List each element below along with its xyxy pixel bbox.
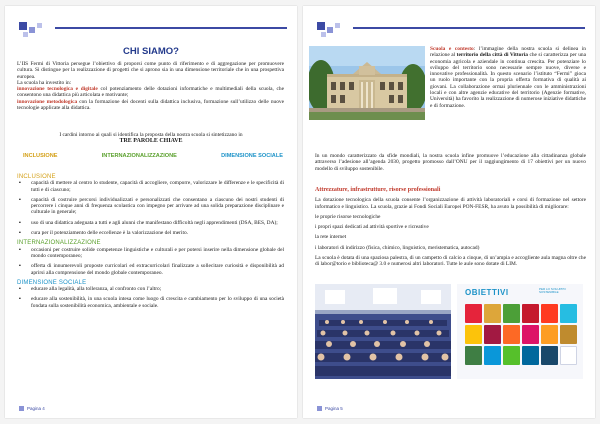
agenda-paragraph: In un mondo caratterizzato da sfide mondiali, la nostra scuola infine promuove l’educazione alla cittadinanza globale attraverso l’adesione all’agenda 2030, progetto promosso dall’ONU per il raggiungimento di 17 obiettivi per un nuovo modello di sviluppo sostenibile. [315,153,586,172]
three-keywords-label: TRE PAROLE CHIAVE [119,138,183,145]
decorative-squares-icon [19,22,63,40]
context-highlight: Scuola e contesto [430,46,474,52]
improvement-item: le proprie risorse tecnologiche [315,213,381,220]
keyword-dimensione-sociale: DIMENSIONE SOCIALE [221,153,283,159]
sdg-goal-tile [465,325,482,344]
sections [17,174,284,313]
list-item: ▪ capacità di costruire percorsi individualizzati e personalizzati che consentano a ciascuno dei nostri studenti di percorrere i cinque anni di frequenza scolastica con impegno per arrivare ad una solida preparazione disciplinare e culturale in generale; [17,197,284,216]
sdg-goal-tile [484,304,501,323]
page-marker-icon [19,406,24,411]
section-heading-inclusione: INCLUSIONE [17,174,56,180]
improvement-item: i laboratori di indirizzo (fisica, chimico, linguistico, meristematica, autocad) [315,244,480,251]
sdg-goal-tile [541,304,558,323]
sdg-goal-tile [503,325,520,344]
sdg-goals-grid [465,304,577,365]
sdg-goal-tile [560,346,577,365]
intro-paragraph: L’IIS Fermi di Vittoria persegue l’obiettivo di proporsi come punto di riferimento e di aggregazione per promuovere cultura. Si distingue per la realizzazione di progetti che si aprono sia in una dimensione territoriale che in una prospettiva europea. [17,61,284,80]
school-building-photo [309,46,425,120]
sdg-goal-tile [484,346,501,365]
improvement-item: i propri spazi dedicati ad attività sportive e ricreative [315,224,429,231]
sdg-goal-tile [503,346,520,365]
list-item: ▪ educare alla sostenibilità, in una scuola intesa come luogo di crescita e cambiamento per lo sviluppo di una società fondata sulla sostenibilità economica, ambientale e sociale. [17,296,284,309]
sdg-goal-tile [541,325,558,344]
page-number [19,406,45,411]
left-page [5,6,297,418]
auditorium-illustration [315,284,451,379]
equipment-section [315,187,586,268]
intro-text [17,61,284,111]
page-number-label: Pagina 5 [325,405,343,411]
keywords-row [23,153,283,159]
investment-method-text: con la formazione dei docenti sulla didattica inclusiva, formazione sull’utilizzo delle nuove tecnologie applicate alla didattica. [17,98,284,112]
sdg-goal-tile [560,325,577,344]
decorative-squares-icon [317,22,361,40]
sdg-goal-tile [560,304,577,323]
investment-tech [17,86,284,99]
section-heading-internazionalizzazione: INTERNAZIONALIZZAZIONE [17,240,101,247]
right-page [303,6,595,418]
section-heading-dimensione-sociale: DIMENSIONE SOCIALE [17,279,87,286]
investment-lead: La scuola ha investito in: [17,79,72,86]
sdg-goal-tile [522,346,539,365]
list-item: ▪ offerta di innumerevoli proposte curricolari ed extracurricolari finalizzate a sollecitare curiosità e disponibilità ad aprirsi alla comprensione del mondo globale contemporaneo. [17,263,284,276]
key-principles [31,132,271,145]
page-number [317,406,343,411]
internazionalizzazione-list [17,247,284,276]
sdg-title: OBIETTIVI [465,288,509,297]
context-text-b: che si caratterizza per una economia agricola e aziendale in continua crescita. Per potenziare lo sviluppo del territorio sono necessarie sempre nuove, diverse e innovative professionalità. In questo scenario l’istituto “Fermi” gioca un ruolo importante con la propria offerta formativa di qualità ai giovani. La collaborazione ormai pluriennale con le amministrazioni locali e con altre agenzie educative del territorio (Agenzie formative, Università) ha favorito la realizzazione di numerose iniziative didattiche e di formazione. [430,52,587,109]
list-item: ▪ educare alla legalità, alla tolleranza, al confronto con l’altro; [17,286,284,292]
investment-tech-text: col potenziamento delle dotazioni informatiche e multimediali della scuola, che consentono una didattica più articolata e motivante; [17,86,285,99]
facilities-paragraph: La scuola è dotata di una spaziosa palestra, di un campetto di calcio a cinque, di un’ampia e accogliente aula magna oltre che di labor@torio e biblioteca@ 3.0 e numerosi altri laboratori. Tutte le aule sono dotate di LIM. [315,255,586,268]
context-bold: territorio della città di Vittoria [456,52,528,59]
inclusione-list [17,180,284,236]
principles-lead: I cardini intorno ai quali si identifica la proposta della nostra scuola si sintetizzano in [59,132,243,138]
page-marker-icon [317,406,322,411]
sdg-goal-tile [465,304,482,323]
sdg-goal-tile [522,304,539,323]
auditorium-photo [315,284,451,379]
page-number-label: Pagina 4 [27,405,45,411]
sdg-goal-tile [465,346,482,365]
keyword-internazionalizzazione: INTERNAZIONALIZZAZIONE [101,153,177,159]
header-rule [353,27,585,29]
header-rule [55,27,287,29]
context-top-text [430,46,586,109]
investment-method [17,99,284,112]
sdg-subtitle: PER LO SVILUPPO SOSTENIBILE [539,287,566,295]
context-text-a: : l’immagine della nostra scuola si delinea in relazione al [430,46,586,59]
list-item: ▪ capacità di mettere al centro lo studente, capacità di accogliere, comporre, valorizzare le differenze e le specificità di tutti e di ciascuno; [17,180,284,193]
list-item: ▪ uso di una didattica adeguata a tutti e agli alunni che manifestano difficoltà negli apprendimenti (DSA, BES, DA); [17,220,284,226]
equipment-paragraph: La dotazione tecnologica della scuola consente l’organizzazione di attività laboratoriali e corsi di formazione nel settore informatico e linguistico. La scuola, grazie ai Fondi Sociali Europei PON-FESR, ha avuto la possibilità di migliorare: [315,197,586,210]
school-building-illustration [309,46,425,120]
list-item: ▪ cura per il potenziamento delle eccellenze è la valorizzazione del merito. [17,230,284,236]
page-title: CHI SIAMO? [123,46,179,57]
investment-tech-highlight: innovazione tecnologica e digitale [17,86,98,93]
agenda-text [315,153,586,172]
equipment-heading: Attrezzature, infrastrutture, risorse professionali [315,187,441,193]
keyword-inclusione: INCLUSIONE [23,153,58,159]
sdg-goal-tile [541,346,558,365]
improvement-item: la rete internet [315,234,347,241]
sdg-goal-tile [484,325,501,344]
sdg-poster [457,284,583,379]
list-item: ▪ occasioni per costruire solide competenze linguistiche e culturali e per potersi inserire nella dimensione globale del mondo contemporaneo; [17,247,284,260]
sdg-goal-tile [503,304,520,323]
sdg-goal-tile [522,325,539,344]
investment-method-highlight: innovazione metodologica [17,98,78,105]
dimensione-sociale-list [17,286,284,309]
